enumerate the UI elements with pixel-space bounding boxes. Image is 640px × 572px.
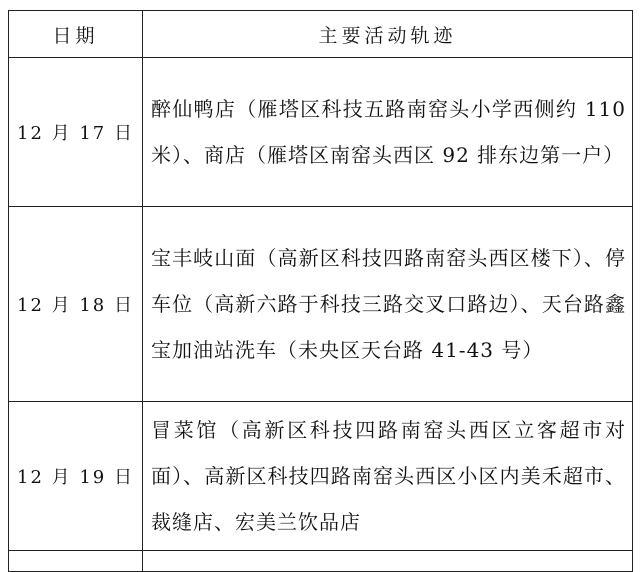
activity-cell: 冒菜馆（高新区科技四路南窑头西区立客超市对面）、高新区科技四路南窑头西区小区内美禾超市、裁缝店、宏美兰饮品店	[143, 402, 633, 551]
activity-cell-empty	[143, 551, 633, 572]
table-row	[9, 402, 633, 551]
activity-cell: 宝丰岐山面（高新区科技四路南窑头西区楼下）、停车位（高新六路于科技三路交叉口路边）、天台路鑫宝加油站洗车（未央区天台路 41-43 号）	[143, 207, 633, 402]
date-column-header: 日期	[9, 11, 143, 58]
activity-column-header: 主要活动轨迹	[143, 11, 633, 58]
date-cell: 12 月 19 日	[9, 402, 143, 551]
table-header-row	[9, 11, 633, 58]
activity-cell: 醉仙鸭店（雁塔区科技五路南窑头小学西侧约 110 米）、商店（雁塔区南窑头西区 92 排东边第一户）	[143, 58, 633, 207]
date-cell: 12 月 17 日	[9, 58, 143, 207]
activity-table	[8, 10, 633, 572]
table-row-partial	[9, 551, 633, 572]
table-row	[9, 58, 633, 207]
table-row	[9, 207, 633, 402]
date-cell: 12 月 18 日	[9, 207, 143, 402]
date-cell-empty	[9, 551, 143, 572]
